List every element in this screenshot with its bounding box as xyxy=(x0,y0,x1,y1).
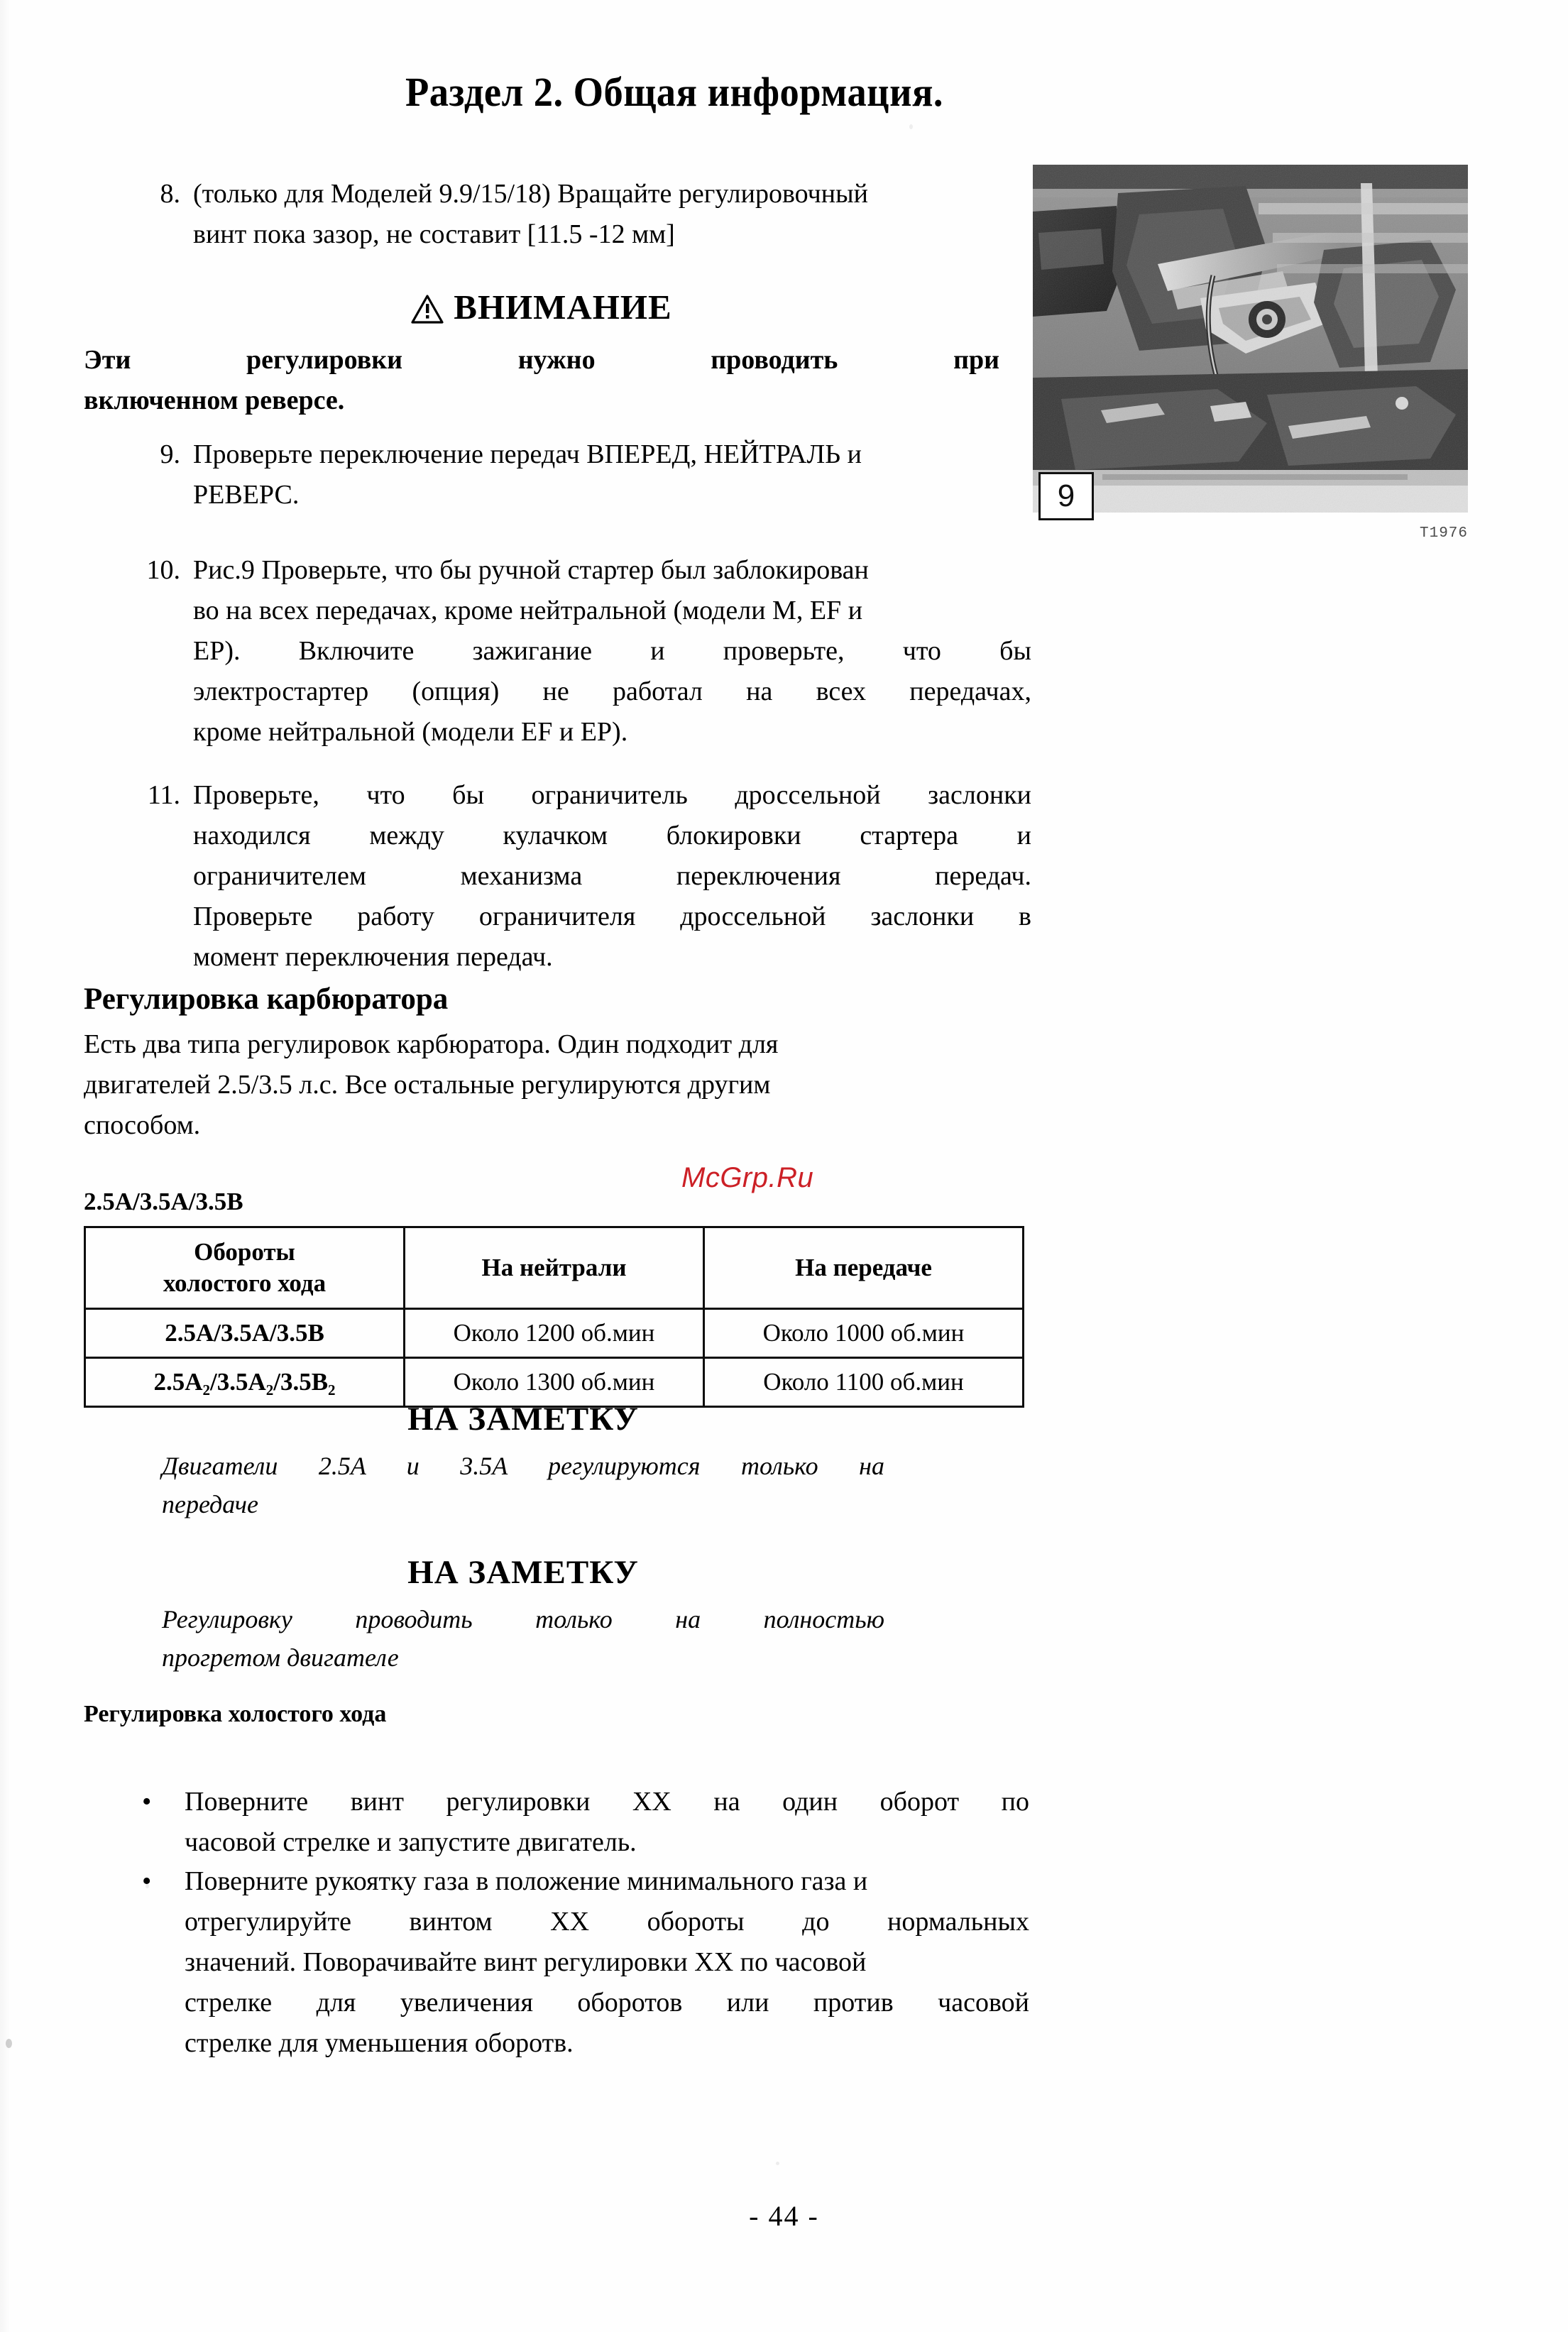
bullet-list-item xyxy=(142,1782,1029,1863)
list-item-text xyxy=(193,775,1031,978)
idle-rpm-table xyxy=(84,1226,1024,1408)
text-line: находился между кулачком блокировки стартера и xyxy=(193,821,1031,850)
scan-speck xyxy=(776,2162,779,2165)
text-line: включенном реверсе. xyxy=(84,385,345,415)
list-item xyxy=(128,434,1029,515)
bullet-marker: • xyxy=(142,1787,152,1817)
text-line: Поверните винт регулировки ХХ на один оборот по xyxy=(185,1787,1029,1817)
table-row xyxy=(85,1309,1024,1358)
text-line: часовой стрелке и запустите двигатель. xyxy=(185,1827,637,1857)
text-line: передаче xyxy=(162,1490,258,1518)
scan-speck xyxy=(6,2039,12,2048)
list-item xyxy=(128,174,1008,255)
text-line: (только для Моделей 9.9/15/18) Вращайте регулировочный xyxy=(193,179,868,209)
text-line: винт пока зазор, не составит [11.5 -12 мм] xyxy=(193,219,675,249)
table-header-cell-in-gear: На передаче xyxy=(704,1227,1024,1309)
photo-shift-linkage xyxy=(1033,165,1468,513)
page-title: Раздел 2. Общая информация. xyxy=(405,69,944,115)
text-line: момент переключения передач. xyxy=(193,942,553,972)
table-header-cell-neutral: На нейтрали xyxy=(405,1227,704,1309)
list-item-number: 9. xyxy=(160,439,180,469)
figure-code-label: T1976 xyxy=(1420,525,1469,542)
text-line: Проверьте переключение передач ВПЕРЕД, НЕЙТРАЛЬ и xyxy=(193,439,862,469)
table-model-label: 2.5A/3.5A/3.5B xyxy=(84,1188,243,1215)
list-item-number: 8. xyxy=(160,179,180,209)
table-cell-model: 2.5A/3.5A/3.5B xyxy=(85,1309,405,1358)
note-title: НА ЗАМЕТКУ xyxy=(407,1401,639,1438)
text-line: двигателей 2.5/3.5 л.с. Все остальные регулируются другим xyxy=(84,1070,771,1100)
text-line: Двигатели 2.5A и 3.5A регулируются только на xyxy=(162,1452,884,1480)
text-line: Эти регулировки нужно проводить при xyxy=(84,345,999,375)
text-line: стрелке для увеличения оборотов или против часовой xyxy=(185,1988,1029,2018)
warning-triangle-icon xyxy=(411,292,444,322)
text-line: EP). Включите зажигание и проверьте, что бы xyxy=(193,636,1031,666)
table-cell-neutral: Около 1200 об.мин xyxy=(405,1309,704,1358)
table-cell-neutral: Около 1300 об.мин xyxy=(405,1358,704,1407)
text-line: Регулировку проводить только на полностью xyxy=(162,1605,884,1633)
page-number: - 44 - xyxy=(749,2200,819,2232)
text-line: Рис.9 Проверьте, что бы ручной стартер был заблокирован xyxy=(193,555,869,585)
text-line: Есть два типа регулировок карбюратора. Один подходит для xyxy=(84,1029,779,1059)
table-header-row xyxy=(85,1227,1024,1309)
list-item-text xyxy=(193,174,1008,255)
table-header-line1: Обороты xyxy=(194,1238,295,1266)
watermark-mcgrp: McGrp.Ru xyxy=(681,1162,814,1193)
table-cell-in-gear: Около 1100 об.мин xyxy=(704,1358,1024,1407)
text-line: РЕВЕРС. xyxy=(193,480,300,510)
text-line: во на всех передачах, кроме нейтральной (модели M, EF и xyxy=(193,596,863,625)
list-item xyxy=(126,775,1031,978)
note-block xyxy=(162,1400,884,1523)
bullet-text xyxy=(185,1861,1029,2064)
text-line: отрегулируйте винтом ХХ обороты до нормальных xyxy=(185,1907,1029,1937)
note-body xyxy=(162,1600,884,1677)
list-item-text xyxy=(193,434,1029,515)
text-line: прогретом двигателе xyxy=(162,1643,399,1672)
scan-speck xyxy=(909,124,913,129)
text-line: Проверьте работу ограничителя дроссельной заслонки в xyxy=(193,902,1031,931)
text-line: стрелке для уменьшения оборотв. xyxy=(185,2028,574,2058)
list-item-text xyxy=(193,550,1031,752)
bullet-text xyxy=(185,1782,1029,1863)
text-line: Поверните рукоятку газа в положение минимального газа и xyxy=(185,1866,868,1896)
section-heading-idle-adjustment: Регулировка холостого хода xyxy=(84,1701,387,1727)
warning-heading xyxy=(84,287,999,327)
section-heading-carburetor: Регулировка карбюратора xyxy=(84,982,449,1016)
list-item-number: 10. xyxy=(146,555,180,585)
warning-heading-text: ВНИМАНИЕ xyxy=(454,288,672,327)
text-line: способом. xyxy=(84,1110,201,1140)
warning-block xyxy=(84,287,999,421)
note-block xyxy=(162,1553,884,1677)
list-item-number: 11. xyxy=(147,780,180,810)
table-cell-model: 2.5A₂/3.5A₂/3.5B₂ xyxy=(85,1358,405,1407)
text-line: ограничителем механизма переключения передач. xyxy=(193,861,1031,891)
bullet-marker: • xyxy=(142,1866,152,1896)
bullet-list-item xyxy=(142,1861,1029,2064)
list-item xyxy=(126,550,1031,752)
figure-number-badge: 9 xyxy=(1038,472,1094,520)
text-line: кроме нейтральной (модели EF и EP). xyxy=(193,717,628,747)
note-body xyxy=(162,1447,884,1523)
text-line: электростартер (опция) не работал на всех передачах, xyxy=(193,677,1031,706)
note-title: НА ЗАМЕТКУ xyxy=(407,1554,639,1591)
text-line: значений. Поворачивайте винт регулировки ХХ по часовой xyxy=(185,1947,867,1977)
warning-text xyxy=(84,340,999,421)
table-header-cell-idle-rpm xyxy=(85,1227,405,1309)
text-line: Проверьте, что бы ограничитель дроссельной заслонки xyxy=(193,780,1031,810)
table-cell-in-gear: Около 1000 об.мин xyxy=(704,1309,1024,1358)
carburetor-intro-paragraph xyxy=(84,1024,921,1146)
table-header-line2: холостого хода xyxy=(163,1269,327,1297)
